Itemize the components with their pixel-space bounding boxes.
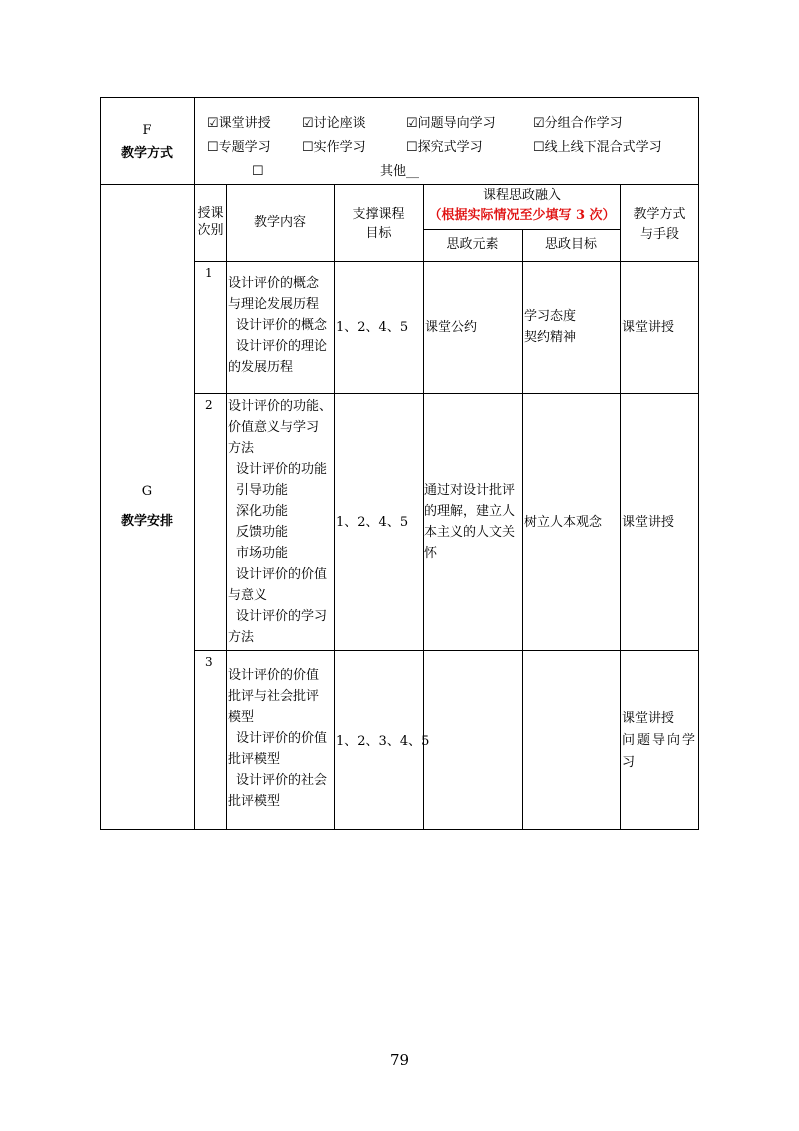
header-content: 教学内容 [253, 215, 306, 230]
col-obj-left [334, 184, 335, 830]
option-label: 分组合作学习 [544, 116, 623, 131]
option-label: 专题学习 [218, 140, 271, 155]
border-bottom [100, 829, 699, 830]
checkbox-checked-icon[interactable]: ☑ [302, 116, 314, 131]
row-method: 课堂讲授 [622, 320, 675, 335]
option-label: 实作学习 [313, 140, 366, 155]
row2-bottom [194, 650, 699, 651]
row-content: 设计评价的功能、 价值意义与学习 方法 设计评价的功能 引导功能 深化功能 反馈功能 市场功能 设计评价的价值 与意义 设计评价的学习 方法 [228, 399, 333, 645]
row-number: 2 [205, 398, 213, 412]
section-g-label: 教学安排 [120, 514, 173, 529]
checkbox-checked-icon[interactable]: ☑ [533, 116, 545, 131]
row-elements: 课堂公约 [425, 320, 478, 335]
row-elements: 通过对设计批评 的理解，建立人 本主义的人文关 怀 [424, 483, 516, 561]
option-other-checkbox[interactable]: ☐ [252, 164, 264, 179]
section-g-letter: G [141, 484, 153, 499]
header-objectives: 支撑课程 目标 [352, 207, 405, 241]
row-goals: 学习态度 契约精神 [524, 309, 577, 345]
header-goals: 思政目标 [544, 237, 597, 252]
border-f-g [100, 184, 699, 185]
section-f-label: 教学方式 [120, 146, 173, 161]
border-left [100, 97, 101, 830]
col-content-left [226, 184, 227, 830]
col-method-left [620, 184, 621, 830]
border-top [100, 97, 699, 98]
row-content: 设计评价的概念 与理论发展历程 设计评价的概念 设计评价的理论 的发展历程 [228, 276, 328, 375]
checkbox-unchecked-icon[interactable]: ☐ [406, 140, 418, 155]
row-objectives: 1、2、4、5 [336, 320, 409, 335]
header-method: 教学方式 与手段 [633, 207, 686, 242]
option-inquiry[interactable] [406, 140, 483, 155]
option-other-label[interactable]: 其他__ [380, 164, 420, 179]
option-label: 探究式学习 [417, 140, 483, 155]
checkbox-unchecked-icon[interactable]: ☐ [302, 140, 314, 155]
header-ideology: 课程思政融入 [482, 188, 561, 203]
row-number: 1 [205, 266, 213, 280]
option-problem-based[interactable] [406, 116, 496, 131]
option-group-cooperative[interactable] [533, 116, 623, 131]
checkbox-checked-icon[interactable]: ☑ [207, 116, 219, 131]
option-lecture[interactable] [207, 116, 271, 131]
row-number: 3 [205, 655, 213, 669]
section-f-letter: F [142, 123, 152, 138]
option-label: 课堂讲授 [218, 116, 271, 131]
row-objectives: 1、2、4、5 [336, 515, 409, 530]
option-discussion[interactable] [302, 116, 366, 131]
page-number: 79 [389, 1051, 410, 1069]
row-method: 课堂讲授 问题导向学 习 [622, 711, 698, 770]
option-label: 讨论座谈 [313, 116, 366, 131]
option-practical[interactable] [302, 140, 366, 155]
row1-bottom [194, 393, 699, 394]
row-goals: 树立人本观念 [524, 515, 603, 530]
col-goals-left [522, 229, 523, 830]
header-session: 授课 次别 [197, 206, 224, 238]
checkbox-unchecked-icon[interactable]: ☐ [207, 140, 219, 155]
option-label: 线上线下混合式学习 [544, 140, 662, 155]
header-bottom [194, 261, 699, 262]
checkbox-checked-icon[interactable]: ☑ [406, 116, 418, 131]
checkbox-unchecked-icon[interactable]: ☐ [533, 140, 545, 155]
option-label: 问题导向学习 [417, 116, 496, 131]
row-objectives: 1、2、3、4、5 [336, 734, 430, 749]
option-topic[interactable] [207, 140, 271, 155]
option-blended[interactable] [533, 140, 662, 155]
row-content: 设计评价的价值 批评与社会批评 模型 设计评价的价值 批评模型 设计评价的社会 批评模型 [228, 668, 328, 809]
header-ideology-note: （根据实际情况至少填写 3 次） [428, 208, 616, 223]
ideo-subheader-line [423, 229, 621, 230]
header-elements: 思政元素 [446, 237, 499, 252]
border-right [698, 97, 699, 830]
row-method: 课堂讲授 [622, 515, 675, 530]
